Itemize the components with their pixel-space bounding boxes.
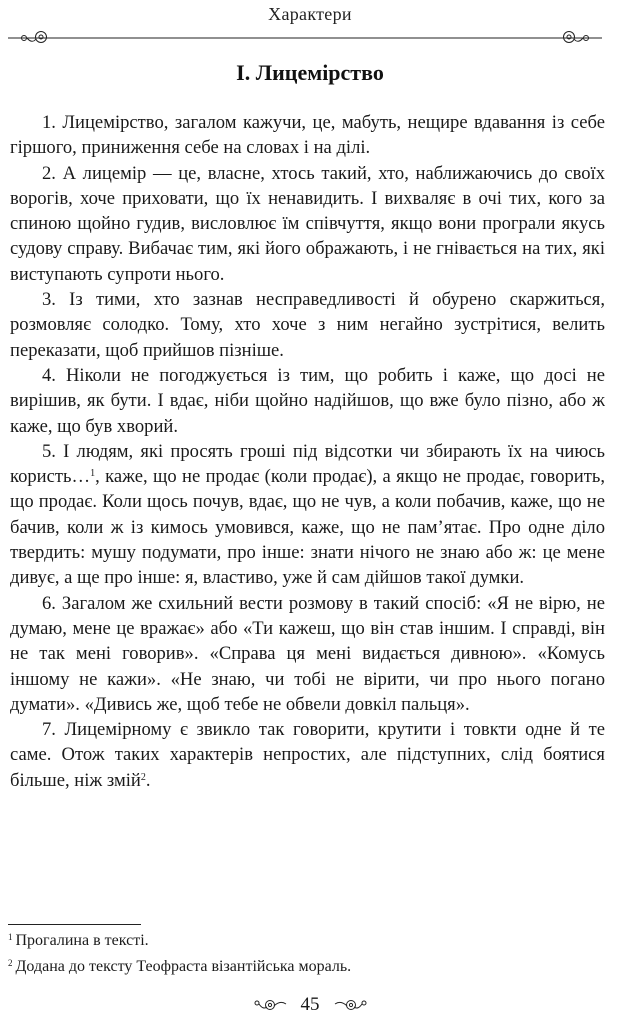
footnote-2 (8, 954, 608, 980)
paragraph-2: 2. А лицемір — це, власне, хтось такий, хто, наближаючись до своїх ворогів, хоче приховати, що їх ненавидить. І вихваляє в очі тих, кого за спиною щойно гудив, висловлює їм співчуття, якщо вони програли якусь судову справу. Вибачає тим, які його ображають, і не гнівається на тих, які виступають супроти нього. (10, 162, 605, 285)
paragraph-3: 3. Із тими, хто зазнав несправедливості й обурено скаржиться, розмовляє солодко. Тому, хто хоче з ним негайно зустрітися, велить переказати, щоб прийшов пізніше. (10, 289, 605, 361)
footnote-text-2: Додана до тексту Теофраста візантійська мораль. (15, 958, 352, 975)
footnote-1 (8, 928, 608, 954)
footnote-ref-1[interactable]: 1 (90, 468, 96, 480)
page-footer (0, 994, 620, 1016)
paragraph-7-text-cont: . (145, 769, 151, 791)
scroll-ornament-footer-left-icon (253, 997, 289, 1013)
footnote-mark-1: 1 (8, 932, 13, 942)
paragraph-6: 6. Загалом же схильний вести розмову в такий спосіб: «Я не вірю, не думаю, мене це вражає» або «Ти кажеш, що він став іншим. І справді, він не так мені говорив». «Справа ця мені видається дивною». «Комусь іншому не кажи». «Не знаю, чи тобі не вірити, чи про нього погано думати». «Дивись же, щоб тебе не обвели довкіл пальця». (10, 592, 605, 715)
paragraph-4: 4. Ніколи не погоджується із тим, що робить і каже, що досі не вирішив, як бути. І вдає, ніби щойно надійшов, що вже було пізно, або ж каже, що був хворий. (10, 364, 605, 437)
running-head: Характери (268, 4, 352, 24)
footnotes (8, 928, 608, 980)
chapter-title: I. Лицемірство (236, 60, 384, 85)
scroll-ornament-left-icon (22, 32, 47, 43)
footnote-text-1: Прогалина в тексті. (15, 932, 149, 949)
scroll-ornament-footer-right-icon (332, 997, 368, 1013)
header-ornament-rule (8, 31, 602, 45)
paragraph-1: 1. Лицемірство, загалом кажучи, це, мабуть, нещире вдавання із себе гіршого, приниження себе на словах і на ділі. (10, 112, 605, 159)
body-text (10, 110, 605, 793)
paragraph-5-text: 5. І людям, які просять гроші під відсотки чи збирають їх на чиюсь користь… (10, 440, 605, 488)
page-number: 45 (300, 994, 320, 1015)
footnote-mark-2: 2 (8, 958, 13, 968)
footnote-ref-2[interactable]: 2 (140, 771, 146, 783)
paragraph-5 (10, 439, 605, 591)
paragraph-5-text-cont: , каже, що не продає (коли продає), а якщо не продає, говорить, що продає. Коли щось почув, вдає, що не чув, а коли побачив, каже, що не бачив, коли ж із кимось умовився, каже, що не пам’ятає. Про одне діло твердить: мушу подумати, про інше: знати нічого не знаю або ж: це мене дивує, а ще про інше: я, властиво, уже й сам дійшов такої думки. (10, 466, 605, 589)
scroll-ornament-right-icon (564, 32, 589, 43)
paragraph-7 (10, 717, 605, 793)
paragraph-7-text: 7. Лицемірному є звикло так говорити, крутити і товкти одне й те саме. Отож таких характерів непростих, але підступних, слід боятися більше, ніж змій (10, 719, 605, 791)
footnote-separator (8, 924, 141, 925)
